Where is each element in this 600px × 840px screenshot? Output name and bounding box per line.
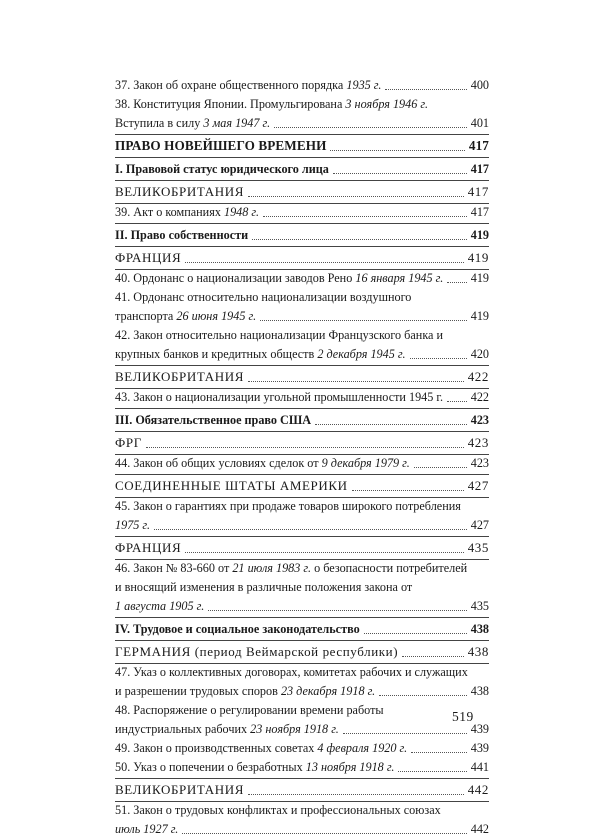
entry-label: ГЕРМАНИЯ (период Веймарской республики)	[115, 644, 399, 659]
toc-entry-continuation	[115, 598, 489, 617]
country-heading	[115, 475, 489, 497]
entry-label: II. Право собственности	[115, 228, 249, 242]
entry-label: 51. Закон о трудовых конфликтах и профессиональных союзах	[115, 803, 441, 817]
entry-page-number: 427	[470, 518, 489, 532]
dot-leader	[343, 733, 467, 734]
entry-page-number: 419	[470, 271, 489, 285]
entry-label: ПРАВО НОВЕЙШЕГО ВРЕМЕНИ	[115, 138, 327, 153]
entry-page-number: 439	[470, 741, 489, 755]
entry-label: ФРАНЦИЯ	[115, 250, 182, 265]
subsection-heading	[115, 409, 489, 431]
toc-entry-continuation	[115, 308, 489, 327]
entry-page-number: 427	[467, 478, 489, 493]
toc-entry-continuation	[115, 721, 489, 740]
dot-leader	[185, 552, 464, 553]
entry-label: I. Правовой статус юридического лица	[115, 162, 329, 176]
entry-label: 1 августа 1905 г.	[115, 599, 205, 613]
dot-leader	[414, 467, 467, 468]
dot-leader	[208, 610, 467, 611]
entry-page-number: 417	[470, 205, 489, 219]
entry-page-number: 438	[470, 622, 489, 636]
entry-label: 42. Закон относительно национализации Французского банка и	[115, 328, 444, 342]
entry-page-number: 441	[470, 760, 489, 774]
country-heading	[115, 432, 489, 454]
dot-leader	[315, 424, 467, 425]
entry-page-number: 438	[470, 684, 489, 698]
entry-label: ВЕЛИКОБРИТАНИЯ	[115, 782, 244, 797]
entry-label: ВЕЛИКОБРИТАНИЯ	[115, 369, 244, 384]
dot-leader	[447, 282, 467, 283]
dot-leader	[447, 401, 467, 402]
dot-leader	[146, 447, 464, 448]
entry-label: ФРАНЦИЯ	[115, 540, 182, 555]
toc-entry	[115, 498, 489, 517]
toc-entry-continuation	[115, 821, 489, 840]
dot-leader	[260, 320, 467, 321]
dot-leader	[248, 196, 464, 197]
entry-label: III. Обязательственное право США	[115, 413, 312, 427]
entry-label: ФРГ	[115, 435, 142, 450]
toc-entry	[115, 389, 489, 408]
dot-leader	[182, 833, 467, 834]
table-of-contents	[115, 77, 489, 840]
entry-label: ВЕЛИКОБРИТАНИЯ	[115, 184, 244, 199]
entry-page-number: 401	[470, 116, 489, 130]
entry-label: 47. Указ о коллективных договорах, комитетах рабочих и служащих	[115, 665, 468, 679]
entry-label: 50. Указ о попечении о безработных 13 ноября 1918 г.	[115, 760, 395, 774]
country-heading	[115, 247, 489, 269]
toc-entry-continuation	[115, 683, 489, 702]
entry-page-number: 400	[470, 78, 489, 92]
entry-page-number: 423	[467, 435, 489, 450]
country-heading	[115, 366, 489, 388]
entry-label: июль 1927 г.	[115, 822, 179, 836]
entry-label: 45. Закон о гарантиях при продаже товаров широкого потребления	[115, 499, 461, 513]
entry-page-number: 435	[470, 599, 489, 613]
entry-label: крупных банков и кредитных обществ 2 декабря 1945 г.	[115, 347, 406, 361]
entry-label: Вступила в силу 3 мая 1947 г.	[115, 116, 271, 130]
subsection-heading	[115, 158, 489, 180]
entry-label: 40. Ордонанс о национализации заводов Рено 16 января 1945 г.	[115, 271, 444, 285]
dot-leader	[248, 381, 464, 382]
entry-label: и разрешении трудовых споров 23 декабря 1918 г.	[115, 684, 376, 698]
toc-entry	[115, 802, 489, 821]
entry-label: индустриальных рабочих 23 ноября 1918 г.	[115, 722, 339, 736]
entry-page-number: 417	[468, 138, 489, 153]
dot-leader	[263, 216, 467, 217]
dot-leader	[385, 89, 467, 90]
entry-page-number: 423	[470, 456, 489, 470]
entry-label: 1975 г.	[115, 518, 151, 532]
toc-entry	[115, 664, 489, 683]
entry-page-number: 417	[467, 184, 489, 199]
dot-leader	[252, 239, 467, 240]
entry-label: 49. Закон о производственных советах 4 февраля 1920 г.	[115, 741, 408, 755]
toc-entry	[115, 560, 489, 579]
section-heading	[115, 135, 489, 157]
toc-entry-continuation	[115, 517, 489, 536]
entry-label: 37. Закон об охране общественного порядка 1935 г.	[115, 78, 382, 92]
toc-entry	[115, 96, 489, 115]
entry-label: СОЕДИНЕННЫЕ ШТАТЫ АМЕРИКИ	[115, 478, 348, 493]
dot-leader	[411, 752, 467, 753]
entry-label: 41. Ордонанс относительно национализации воздушного	[115, 290, 412, 304]
dot-leader	[402, 656, 464, 657]
entry-label: 44. Закон об общих условиях сделок от 9 декабря 1979 г.	[115, 456, 410, 470]
entry-label: транспорта 26 июня 1945 г.	[115, 309, 257, 323]
page-number: 519	[452, 709, 474, 724]
entry-page-number: 442	[470, 822, 489, 836]
country-heading	[115, 537, 489, 559]
toc-entry	[115, 204, 489, 223]
entry-page-number: 442	[467, 782, 489, 797]
dot-leader	[352, 490, 464, 491]
dot-leader	[274, 127, 467, 128]
country-heading	[115, 181, 489, 203]
entry-page-number: 419	[470, 228, 489, 242]
dot-leader	[379, 695, 467, 696]
entry-page-number: 435	[467, 540, 489, 555]
toc-entry	[115, 455, 489, 474]
dot-leader	[333, 173, 467, 174]
subsection-heading	[115, 224, 489, 246]
toc-entry-continuation	[115, 346, 489, 365]
dot-leader	[154, 529, 467, 530]
toc-entry	[115, 327, 489, 346]
entry-page-number: 422	[470, 390, 489, 404]
toc-entry-continuation	[115, 115, 489, 134]
dot-leader	[410, 358, 467, 359]
entry-page-number: 419	[467, 250, 489, 265]
toc-entry	[115, 77, 489, 96]
dot-leader	[248, 794, 464, 795]
toc-entry	[115, 289, 489, 308]
entry-label: 39. Акт о компаниях 1948 г.	[115, 205, 260, 219]
entry-page-number: 423	[470, 413, 489, 427]
dot-leader	[364, 633, 467, 634]
country-heading	[115, 641, 489, 663]
entry-label: 43. Закон о национализации угольной промышленности 1945 г.	[115, 390, 444, 404]
entry-page-number: 438	[467, 644, 489, 659]
entry-label: IV. Трудовое и социальное законодательство	[115, 622, 360, 636]
entry-page-number: 420	[470, 347, 489, 361]
toc-entry	[115, 759, 489, 778]
dot-leader	[185, 262, 464, 263]
entry-page-number: 419	[470, 309, 489, 323]
dot-leader	[398, 771, 467, 772]
country-heading	[115, 779, 489, 801]
subsection-heading	[115, 618, 489, 640]
entry-label: 46. Закон № 83-660 от 21 июля 1983 г. о безопасности потребителей	[115, 561, 468, 575]
toc-entry	[115, 702, 489, 721]
entry-page-number: 417	[470, 162, 489, 176]
toc-entry	[115, 270, 489, 289]
entry-label: и вносящий изменения в различные положения закона от	[115, 580, 413, 594]
entry-label: 48. Распоряжение о регулировании времени работы	[115, 703, 384, 717]
entry-page-number: 422	[467, 369, 489, 384]
entry-page-number: 439	[470, 722, 489, 736]
toc-entry-continuation	[115, 579, 489, 598]
entry-label: 38. Конституция Японии. Промульгирована 3 ноября 1946 г.	[115, 97, 429, 111]
dot-leader	[330, 150, 465, 151]
